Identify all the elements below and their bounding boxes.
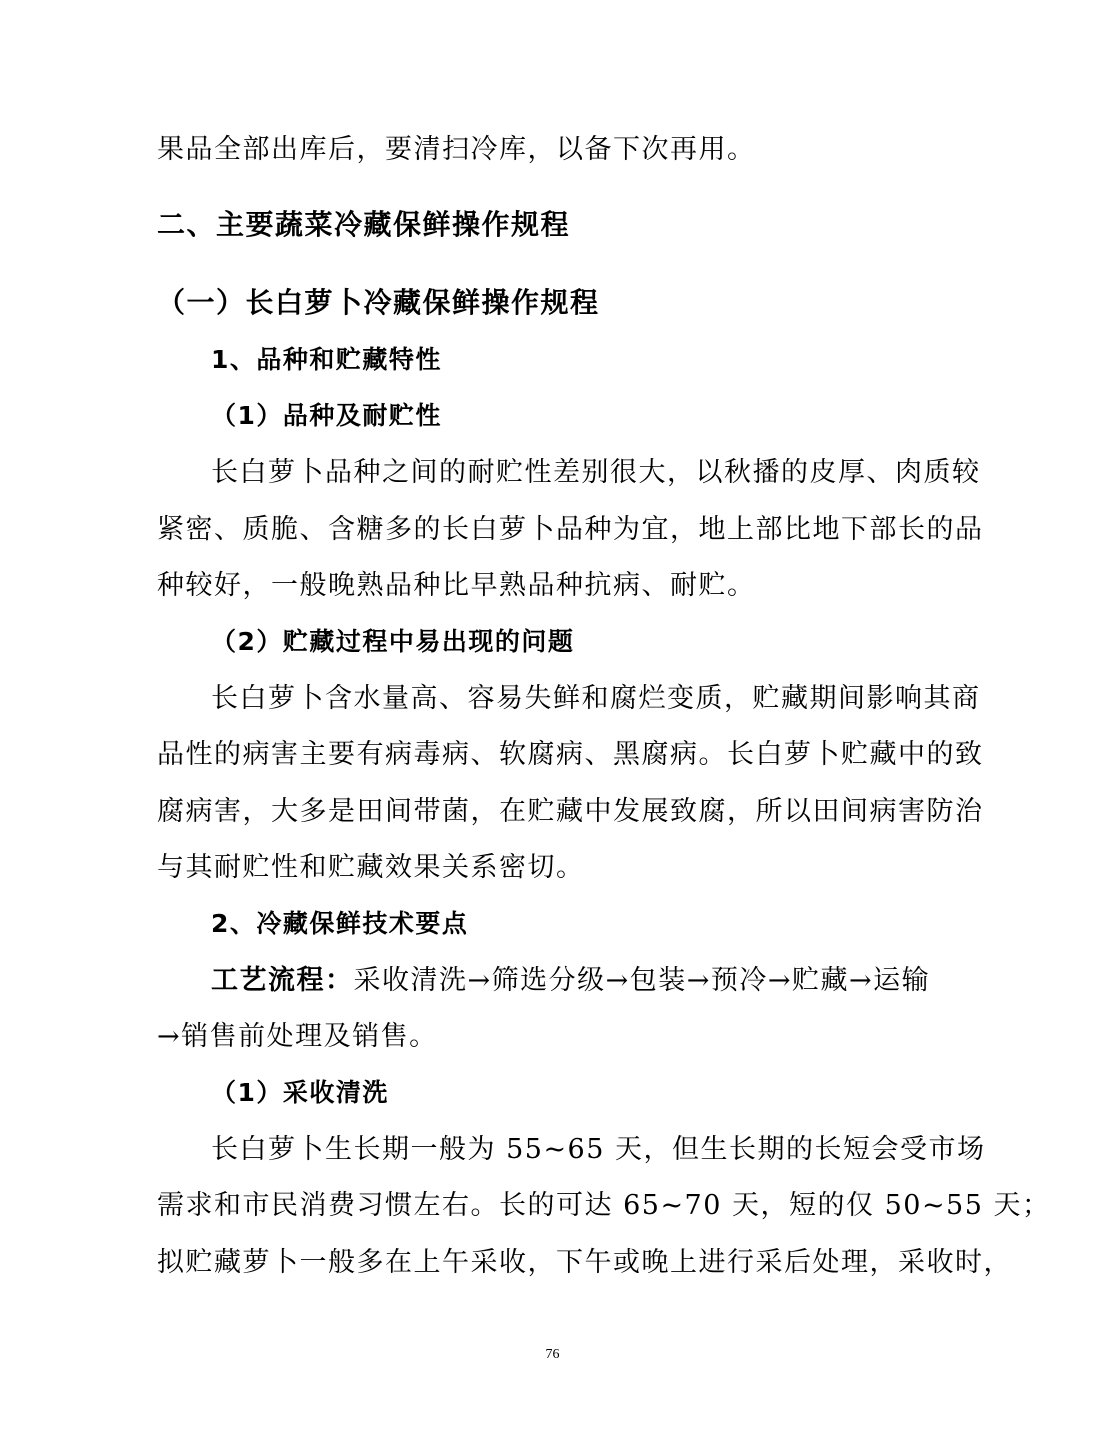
paragraph-line: 长白萝卜含水量高、容易失鲜和腐烂变质，贮藏期间影响其商 — [211, 683, 981, 714]
paragraph-line: 需求和市民消费习惯左右。长的可达 65~70 天，短的仅 50~55 天； — [157, 1190, 1051, 1221]
paragraph-line: 与其耐贮性和贮藏效果关系密切。 — [157, 852, 585, 883]
section-heading: 二、主要蔬菜冷藏保鲜操作规程 — [157, 208, 571, 241]
sub-item-heading: （2）贮藏过程中易出现的问题 — [211, 627, 575, 656]
page-number: 76 — [545, 1347, 560, 1362]
numbered-heading: 1、品种和贮藏特性 — [211, 345, 442, 374]
process-flow-text: 采收清洗→筛选分级→包装→预冷→贮藏→运输 — [353, 965, 931, 996]
process-flow-line — [211, 964, 977, 998]
paragraph-line: 紧密、质脆、含糖多的长白萝卜品种为宜，地上部比地下部长的品 — [157, 514, 984, 545]
sub-item-heading: （1）品种及耐贮性 — [211, 401, 442, 430]
numbered-heading: 2、冷藏保鲜技术要点 — [211, 909, 469, 938]
paragraph-line: 长白萝卜生长期一般为 55~65 天，但生长期的长短会受市场 — [211, 1134, 986, 1165]
sub-item-heading: （1）采收清洗 — [211, 1078, 389, 1107]
paragraph-line: 长白萝卜品种之间的耐贮性差别很大，以秋播的皮厚、肉质较 — [211, 457, 981, 488]
paragraph-line: 品性的病害主要有病毒病、软腐病、黑腐病。长白萝卜贮藏中的致 — [157, 739, 984, 770]
process-flow-label: 工艺流程： — [211, 965, 354, 996]
paragraph-line: 果品全部出库后，要清扫冷库，以备下次再用。 — [157, 134, 756, 165]
paragraph-line: 腐病害，大多是田间带菌，在贮藏中发展致腐，所以田间病害防治 — [157, 796, 984, 827]
paragraph-line: 种较好，一般晚熟品种比早熟品种抗病、耐贮。 — [157, 570, 756, 601]
paragraph-line: 拟贮藏萝卜一般多在上午采收，下午或晚上进行采后处理，采收时， — [157, 1247, 1012, 1278]
paragraph-line: →销售前处理及销售。 — [157, 1021, 438, 1052]
subsection-heading: （一）长白萝卜冷藏保鲜操作规程 — [157, 286, 600, 319]
